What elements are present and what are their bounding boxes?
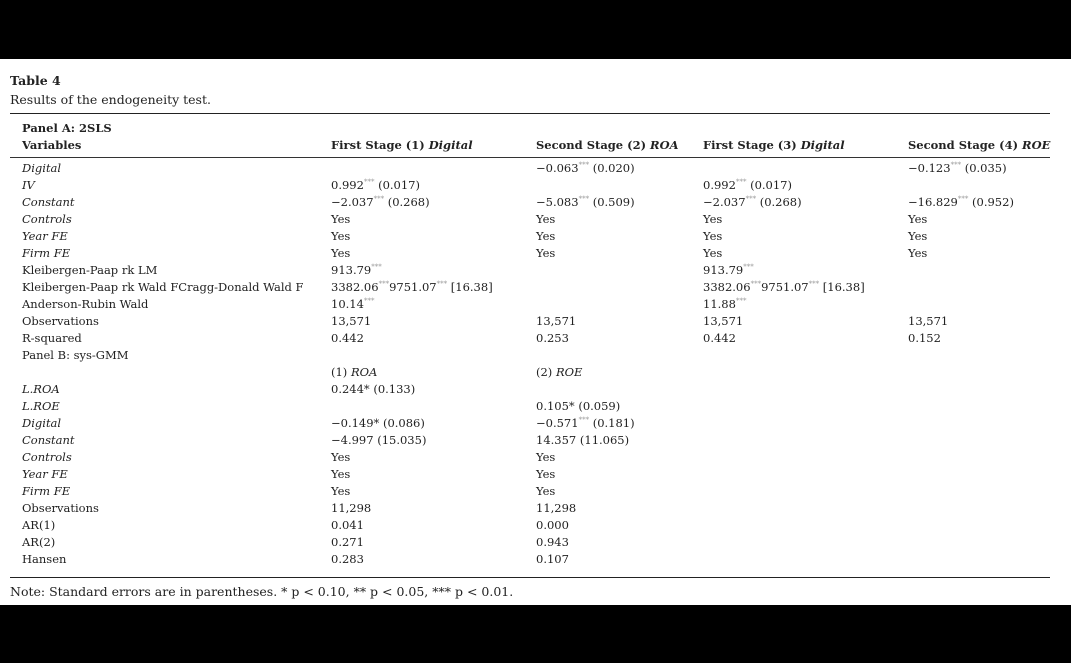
cell-text-rest: (0.268) — [384, 195, 430, 209]
cell-text: 0.283 — [331, 552, 364, 566]
cell-text: Yes — [331, 484, 351, 498]
row-label — [22, 382, 60, 396]
table-cell — [331, 484, 350, 498]
cell-text: 0.000 — [536, 518, 569, 532]
cell-text: 0.992 — [703, 178, 736, 192]
cell-text: −0.123 — [908, 161, 951, 175]
cell-text: L.ROA — [22, 382, 60, 396]
table-cell — [331, 552, 364, 566]
table-cell — [703, 280, 865, 294]
cell-text: −0.063 — [536, 161, 579, 175]
cell-text: (2) — [536, 365, 556, 379]
row-label — [22, 552, 66, 566]
table-cell — [331, 297, 374, 311]
cell-text-rest: (0.181) — [589, 416, 635, 430]
cell-text: −4.997 (15.035) — [331, 433, 427, 447]
cell-text: Year FE — [22, 229, 68, 243]
header-rule — [10, 157, 1050, 158]
cell-text: 14.357 (11.065) — [536, 433, 630, 447]
cell-text: Panel A: 2SLS — [22, 121, 112, 135]
cell-text: Yes — [703, 212, 723, 226]
cell-text: 0.105* (0.059) — [536, 399, 621, 413]
row-label — [22, 399, 60, 413]
significance-stars: *** — [735, 178, 747, 187]
cell-text: 13,571 — [331, 314, 372, 328]
cell-italic-text: ROE — [555, 365, 583, 379]
row-label — [22, 331, 82, 345]
table-cell — [331, 416, 425, 430]
table-cell — [536, 467, 555, 481]
cell-italic-text: ROE — [1022, 138, 1051, 152]
top-rule — [10, 113, 1050, 114]
table-cell — [536, 416, 635, 430]
table-caption: Results of the endogeneity test. — [10, 92, 211, 107]
significance-stars: *** — [373, 195, 385, 204]
significance-stars: *** — [436, 280, 448, 289]
row-label — [22, 161, 61, 175]
cell-text: Yes — [536, 229, 556, 243]
cell-text: Constant — [22, 195, 75, 209]
table-cell — [908, 212, 927, 226]
cell-text: Yes — [331, 467, 351, 481]
row-label — [22, 263, 157, 277]
table-cell — [908, 229, 927, 243]
table-cell — [331, 138, 473, 152]
cell-text: Kleibergen-Paap rk LM — [22, 263, 158, 277]
cell-text: 0.041 — [331, 518, 364, 532]
cell-text-rest: (0.509) — [589, 195, 635, 209]
table-cell — [536, 138, 679, 152]
cell-text: Kleibergen-Paap rk Wald FCragg-Donald Wald F — [22, 280, 304, 294]
table-cell — [331, 365, 377, 379]
cell-text: Constant — [22, 433, 75, 447]
cell-text: First Stage (1) — [331, 138, 429, 152]
cell-text: (1) — [331, 365, 351, 379]
table-cell — [703, 229, 722, 243]
significance-stars: *** — [578, 195, 590, 204]
cell-text: First Stage (3) — [703, 138, 801, 152]
table-cell — [331, 331, 364, 345]
table-sheet — [0, 59, 1071, 605]
cell-text: AR(2) — [22, 535, 56, 549]
cell-text: 13,571 — [908, 314, 949, 328]
cell-text: Yes — [908, 246, 928, 260]
cell-text-rest: (0.952) — [968, 195, 1014, 209]
significance-stars: *** — [578, 161, 590, 170]
table-cell — [331, 433, 426, 447]
cell-text: −0.571 — [536, 416, 579, 430]
cell-text: Yes — [331, 450, 351, 464]
cell-italic-text: ROA — [350, 365, 378, 379]
cell-text: IV — [22, 178, 35, 192]
cell-text: Anderson-Rubin Wald — [22, 297, 149, 311]
row-label — [22, 246, 70, 260]
cell-text: Yes — [908, 229, 928, 243]
cell-text: Variables — [22, 138, 82, 152]
significance-stars: *** — [378, 280, 390, 289]
cell-text: 10.14 — [331, 297, 364, 311]
table-cell — [536, 365, 582, 379]
cell-text-rest: [16.38] — [819, 280, 865, 294]
table-cell — [536, 246, 555, 260]
table-cell — [331, 535, 364, 549]
table-cell — [536, 161, 635, 175]
cell-italic-text: Digital — [800, 138, 845, 152]
cell-italic-text: ROA — [650, 138, 679, 152]
cell-text: Yes — [703, 229, 723, 243]
row-label — [22, 229, 68, 243]
significance-stars: *** — [363, 297, 375, 306]
table-note: Note: Standard errors are in parentheses. * p < 0.10, ** p < 0.05, *** p < 0.01. — [10, 584, 514, 599]
cell-text: 0.253 — [536, 331, 569, 345]
table-cell — [703, 297, 746, 311]
cell-text: Observations — [22, 501, 99, 515]
cell-text: Second Stage (4) — [908, 138, 1023, 152]
table-cell — [703, 178, 792, 192]
cell-text-rest: (0.035) — [961, 161, 1007, 175]
significance-stars: *** — [750, 280, 762, 289]
cell-text: Firm FE — [22, 484, 71, 498]
cell-text: 13,571 — [536, 314, 577, 328]
table-cell — [703, 246, 722, 260]
table-cell — [908, 314, 948, 328]
table-cell — [331, 229, 350, 243]
cell-text: Yes — [331, 229, 351, 243]
table-cell — [331, 450, 350, 464]
table-cell — [331, 382, 415, 396]
table-cell — [703, 314, 743, 328]
table-cell — [536, 314, 576, 328]
row-label — [22, 484, 70, 498]
table-title: Table 4 — [10, 73, 61, 88]
cell-text: Firm FE — [22, 246, 71, 260]
cell-text: Controls — [22, 450, 72, 464]
row-label — [22, 178, 35, 192]
cell-text: Second Stage (2) — [536, 138, 651, 152]
bottom-rule — [10, 577, 1050, 578]
row-label — [22, 212, 72, 226]
table-cell — [331, 178, 420, 192]
cell-text: 0.992 — [331, 178, 364, 192]
cell-text: Yes — [331, 246, 351, 260]
significance-stars: *** — [363, 178, 375, 187]
cell-text: Yes — [536, 467, 556, 481]
cell-text: Yes — [331, 212, 351, 226]
cell-text-rest: (0.017) — [374, 178, 420, 192]
cell-text: 913.79 — [703, 263, 744, 277]
table-cell — [331, 212, 350, 226]
row-label — [22, 314, 99, 328]
row-label — [22, 416, 61, 430]
table-cell — [536, 450, 555, 464]
cell-text: −2.037 — [331, 195, 374, 209]
significance-stars: *** — [743, 263, 754, 272]
table-cell — [331, 467, 350, 481]
significance-stars: *** — [735, 297, 747, 306]
cell-text: −16.829 — [908, 195, 958, 209]
cell-text-rest: (0.017) — [746, 178, 792, 192]
cell-text: Observations — [22, 314, 99, 328]
cell-text: Yes — [536, 246, 556, 260]
table-cell — [908, 331, 941, 345]
significance-stars: *** — [371, 263, 382, 272]
cell-text: Yes — [536, 484, 556, 498]
row-label — [22, 297, 148, 311]
cell-text: 0.943 — [536, 535, 569, 549]
row-label — [22, 535, 55, 549]
cell-text: 0.442 — [703, 331, 736, 345]
significance-stars: *** — [808, 280, 820, 289]
table-cell — [536, 501, 576, 515]
cell-text-rest: (0.268) — [756, 195, 802, 209]
cell-text: 11.88 — [703, 297, 736, 311]
cell-text-rest: [16.38] — [447, 280, 493, 294]
cell-text: 913.79 — [331, 263, 372, 277]
table-cell — [536, 195, 635, 209]
table-cell — [331, 501, 371, 515]
cell-text: 0.442 — [331, 331, 364, 345]
table-cell — [536, 212, 555, 226]
cell-text: Digital — [22, 161, 62, 175]
cell-text: Panel B: sys-GMM — [22, 348, 129, 362]
cell-text: 13,571 — [703, 314, 744, 328]
table-cell — [908, 138, 1050, 152]
table-cell — [703, 195, 802, 209]
cell-text: −2.037 — [703, 195, 746, 209]
cell-text: −0.149* (0.086) — [331, 416, 425, 430]
cell-text: L.ROE — [22, 399, 60, 413]
row-label — [22, 195, 75, 209]
table-cell — [536, 433, 629, 447]
table-cell — [331, 518, 364, 532]
row-label — [22, 467, 68, 481]
cell-text: 0.244* (0.133) — [331, 382, 416, 396]
table-cell — [703, 212, 722, 226]
table-cell — [536, 331, 569, 345]
table-cell — [331, 246, 350, 260]
row-label — [22, 433, 75, 447]
table-cell — [703, 138, 845, 152]
table-cell — [536, 552, 569, 566]
row-label — [22, 501, 99, 515]
table-cell — [331, 263, 382, 277]
cell-text: −5.083 — [536, 195, 579, 209]
row-label — [22, 348, 129, 362]
table-cell — [536, 535, 569, 549]
table-cell — [703, 263, 754, 277]
cell-text: 11,298 — [331, 501, 372, 515]
cell-text: 3382.06 — [331, 280, 379, 294]
table-cell — [331, 195, 430, 209]
cell-text: 11,298 — [536, 501, 577, 515]
table-cell — [703, 331, 736, 345]
table-cell — [908, 246, 927, 260]
cell-italic-text: Digital — [428, 138, 473, 152]
cell-text: 0.152 — [908, 331, 941, 345]
cell-text-rest: 9751.07 — [761, 280, 809, 294]
row-label — [22, 121, 112, 135]
table-cell — [331, 280, 493, 294]
significance-stars: *** — [745, 195, 757, 204]
cell-text: Yes — [703, 246, 723, 260]
cell-text: Digital — [22, 416, 62, 430]
cell-text: 3382.06 — [703, 280, 751, 294]
table-cell — [536, 399, 620, 413]
table-cell — [908, 161, 1007, 175]
cell-text-rest: 9751.07 — [389, 280, 437, 294]
cell-text: AR(1) — [22, 518, 56, 532]
row-label — [22, 450, 72, 464]
cell-text: Hansen — [22, 552, 67, 566]
cell-text: 0.271 — [331, 535, 364, 549]
cell-text: R-squared — [22, 331, 82, 345]
cell-text: Controls — [22, 212, 72, 226]
table-cell — [536, 484, 555, 498]
cell-text: Yes — [908, 212, 928, 226]
cell-text: Yes — [536, 450, 556, 464]
significance-stars: *** — [950, 161, 962, 170]
table-cell — [536, 229, 555, 243]
table-cell — [331, 314, 371, 328]
row-label — [22, 280, 304, 294]
cell-text-rest: (0.020) — [589, 161, 635, 175]
cell-text: Yes — [536, 212, 556, 226]
table-cell — [536, 518, 569, 532]
significance-stars: *** — [578, 416, 590, 425]
cell-text: Year FE — [22, 467, 68, 481]
table-cell — [908, 195, 1014, 209]
row-label — [22, 518, 55, 532]
row-label — [22, 138, 81, 152]
cell-text: 0.107 — [536, 552, 569, 566]
significance-stars: *** — [957, 195, 969, 204]
